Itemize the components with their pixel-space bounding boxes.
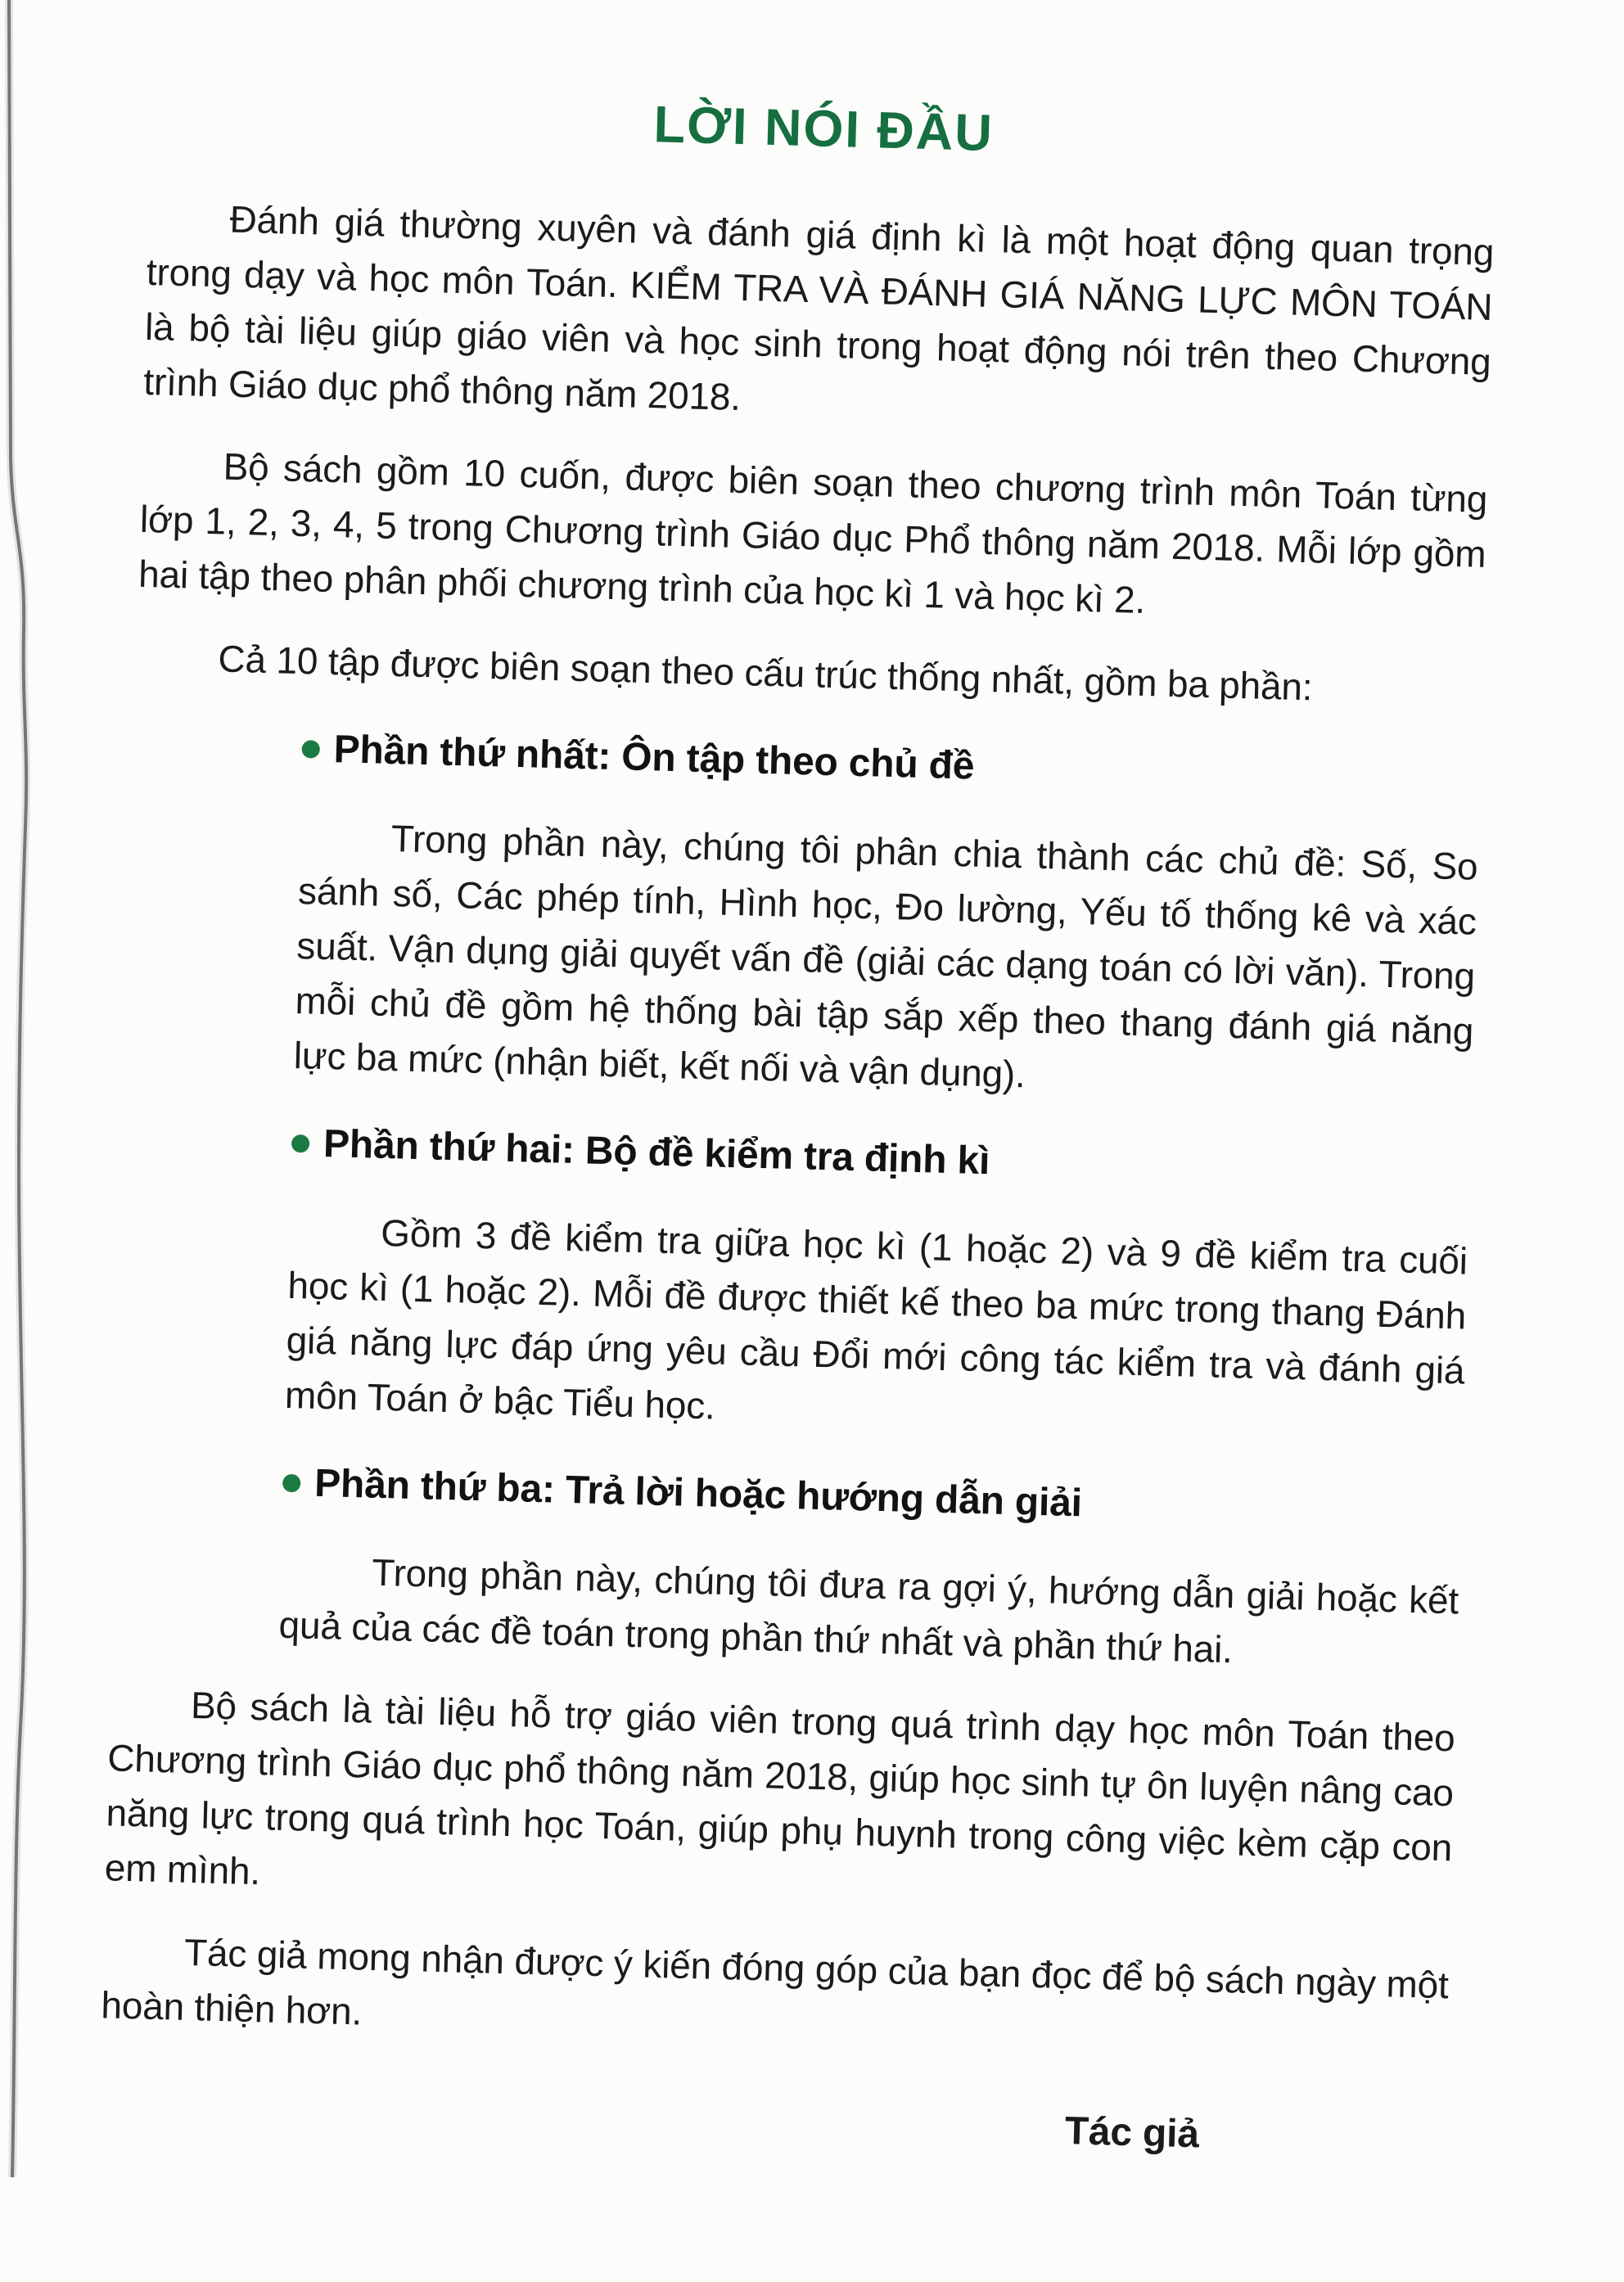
closing-paragraph-1: Bộ sách là tài liệu hỗ trợ giáo viên trong quá trình dạy học môn Toán theo Chương trình Giáo dục phổ thông năm 2018, giúp học sinh tự ôn luyện nâng cao năng lực trong quá trình học Toán, giúp phụ huynh trong công việc kèm cặp con em mình. bbox=[104, 1683, 1456, 1893]
section-heading-label: Phần thứ ba: Trả lời hoặc hướng dẫn giải bbox=[314, 1461, 1083, 1526]
section-body-part-2: Gồm 3 đề kiểm tra giữa học kì (1 hoặc 2) và 9 đề kiểm tra cuối học kì (1 hoặc 2). Mỗi đề được thiết kế theo ba mức trong thang Đánh giá năng lực đáp ứng yêu cầu Đổi mới công tác kiểm tra và đánh giá môn Toán ở bậc Tiểu học. bbox=[284, 1211, 1468, 1427]
section-heading-part-2 bbox=[291, 1116, 1470, 1202]
section-heading-label: Phần thứ hai: Bộ đề kiểm tra định kì bbox=[323, 1121, 990, 1184]
closing-paragraph-2: Tác giả mong nhận được ý kiến đóng góp của bạn đọc để bộ sách ngày một hoàn thiện hơn. bbox=[100, 1930, 1450, 2033]
section-heading-label: Phần thứ nhất: Ôn tập theo chủ đề bbox=[333, 728, 975, 788]
section-heading-part-1 bbox=[301, 721, 1481, 807]
intro-paragraph-3: Cả 10 tập được biên soạn theo cấu trúc thống nhất, gồm ba phần: bbox=[217, 637, 1314, 709]
section-heading-part-3 bbox=[282, 1455, 1461, 1541]
section-body-part-3: Trong phần này, chúng tôi đưa ra gợi ý, hướng dẫn giải hoặc kết quả của các đề toán trong phần thứ nhất và phần thứ hai. bbox=[278, 1550, 1459, 1671]
page-content bbox=[97, 82, 1497, 2168]
bullet-icon bbox=[282, 1474, 301, 1493]
page-title: LỜI NÓI ĐẦU bbox=[652, 96, 995, 162]
bullet-icon bbox=[291, 1134, 310, 1153]
bullet-icon bbox=[301, 740, 320, 759]
author-signature: Tác giả bbox=[1064, 2109, 1200, 2157]
intro-paragraph-2: Bộ sách gồm 10 cuốn, được biên soạn theo chương trình môn Toán từng lớp 1, 2, 3, 4, 5 trong Chương trình Giáo dục Phổ thông năm 2018. Mỗi lớp gồm hai tập theo phân phối chương trình của học kì 1 và học kì 2. bbox=[138, 444, 1488, 621]
intro-paragraph-1: Đánh giá thường xuyên và đánh giá định kì là một hoạt động quan trọng trong dạy và học môn Toán. KIỂM TRA VÀ ĐÁNH GIÁ NĂNG LỰC MÔN TOÁN là bộ tài liệu giúp giáo viên và học sinh trong hoạt động nói trên theo Chương trình Giáo dục phổ thông năm 2018. bbox=[142, 197, 1495, 418]
spine-crease bbox=[0, 0, 57, 2282]
section-body-part-1: Trong phần này, chúng tôi phân chia thành các chủ đề: Số, So sánh số, Các phép tính, Hình học, Đo lường, Yếu tố thống kê và xác suất. Vận dụng giải quyết vấn đề (giải các dạng toán có lời văn). Trong mỗi chủ đề gồm hệ thống bài tập sắp xếp theo thang đánh giá năng lực ba mức (nhận biết, kết nối và vận dụng). bbox=[293, 816, 1479, 1096]
